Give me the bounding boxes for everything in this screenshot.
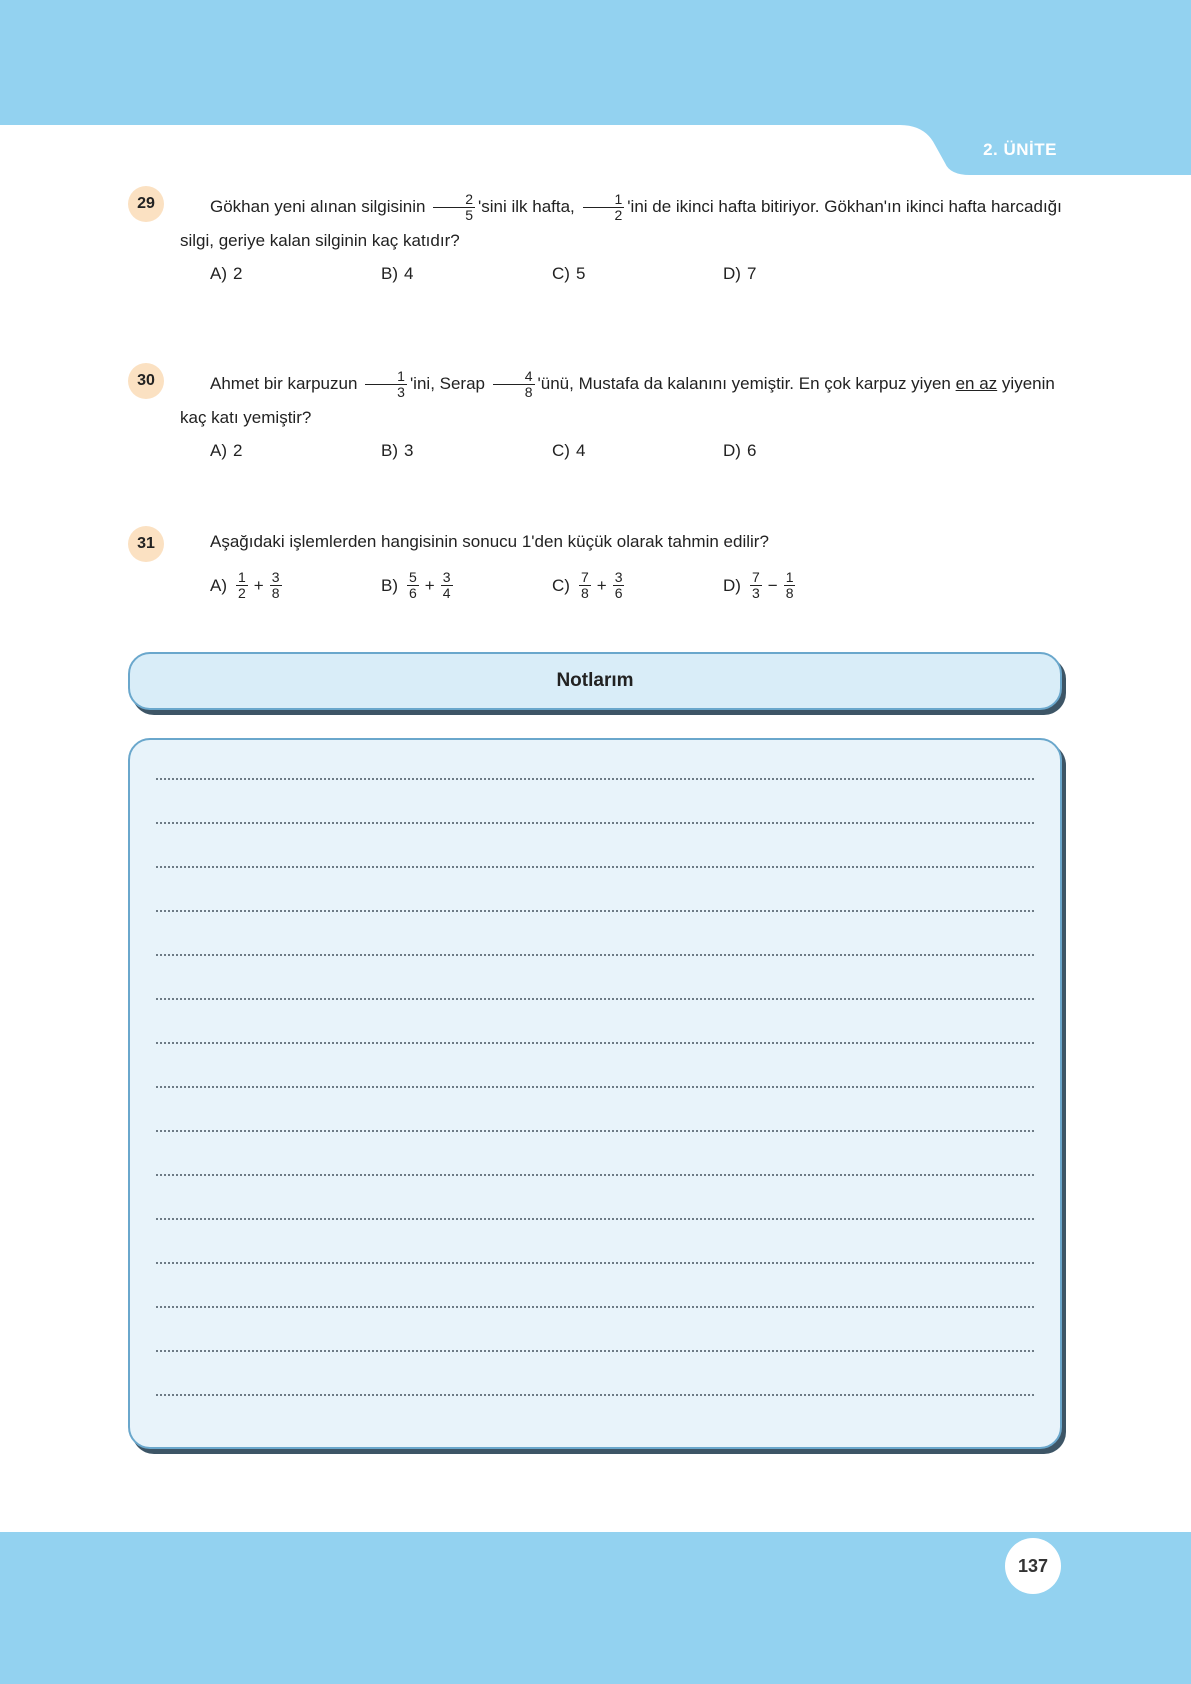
note-line <box>156 910 1034 912</box>
option-a[interactable]: A) $\frac{1}{2}$ + $\frac{3}{8}$ <box>210 569 280 601</box>
notes-writing-area[interactable] <box>128 738 1062 1449</box>
notes-title: Notlarım <box>128 652 1062 710</box>
option-d[interactable]: D) 6 <box>723 441 757 460</box>
note-line <box>156 1394 1034 1396</box>
note-line <box>156 1306 1034 1308</box>
question-29 <box>128 186 1068 296</box>
fraction: $\frac{2}{5}$ <box>433 192 475 223</box>
option-c[interactable]: C) 4 <box>552 441 586 460</box>
option-b[interactable]: B) $\frac{5}{6}$ + $\frac{3}{4}$ <box>381 569 451 601</box>
fraction: $\frac{3}{6}$ <box>614 569 623 601</box>
page-number: 137 <box>1005 1538 1061 1594</box>
option-a[interactable]: A) 2 <box>210 441 243 460</box>
unit-label: 2. ÜNİTE <box>983 140 1057 159</box>
option-c[interactable]: C) 5 <box>552 264 586 283</box>
fraction: $\frac{4}{8}$ <box>493 369 535 400</box>
question-number-badge: 29 <box>128 186 164 222</box>
fraction: $\frac{3}{4}$ <box>442 569 451 601</box>
fraction: $\frac{1}{2}$ <box>238 569 246 601</box>
answer-options <box>210 570 894 601</box>
underlined-emphasis: en az <box>955 374 998 393</box>
fraction: $\frac{7}{3}$ <box>751 569 760 601</box>
question-30 <box>128 363 1068 473</box>
option-c[interactable]: C) $\frac{7}{8}$ + $\frac{3}{6}$ <box>552 569 623 601</box>
note-line <box>156 1218 1034 1220</box>
option-b[interactable]: B) 4 <box>381 264 414 283</box>
option-b[interactable]: B) 3 <box>381 441 414 460</box>
note-line <box>156 1262 1034 1264</box>
note-line <box>156 998 1034 1000</box>
note-line <box>156 1086 1034 1088</box>
option-d[interactable]: D) $\frac{7}{3}$ − $\frac{1}{8}$ <box>723 569 794 601</box>
note-line <box>156 1042 1034 1044</box>
answer-options <box>210 441 894 461</box>
note-line <box>156 778 1034 780</box>
fraction: $\frac{1}{2}$ <box>583 192 625 223</box>
fraction: $\frac{7}{8}$ <box>580 569 589 601</box>
answer-options <box>210 264 894 284</box>
fraction: $\frac{1}{3}$ <box>365 369 407 400</box>
note-line <box>156 1350 1034 1352</box>
question-number-badge: 31 <box>128 526 164 562</box>
question-number-badge: 30 <box>128 363 164 399</box>
note-line <box>156 1174 1034 1176</box>
fraction: $\frac{3}{8}$ <box>271 569 280 601</box>
note-line <box>156 954 1034 956</box>
fraction: $\frac{5}{6}$ <box>409 569 417 601</box>
question-text: Aşağıdaki işlemlerden hangisinin sonucu 1'den küçük olarak tahmin edilir? <box>210 532 769 551</box>
fraction: $\frac{1}{8}$ <box>785 569 794 601</box>
question-text: Ahmet bir karpuzun $\frac{1}{3}$ 'ini, Serap $\frac{4}{8}$ 'ünü, Mustafa da kalanını yemiştir. En çok karpuz yiyen en az yiyenin kaç katı yemiştir? <box>180 368 1055 427</box>
note-line <box>156 822 1034 824</box>
top-color-band <box>0 0 1191 125</box>
option-d[interactable]: D) 7 <box>723 264 757 283</box>
note-line <box>156 866 1034 868</box>
note-line <box>156 1130 1034 1132</box>
option-a[interactable]: A) 2 <box>210 264 243 283</box>
question-text: Gökhan yeni alınan silgisinin $\frac{2}{5}$ 'sini ilk hafta, $\frac{1}{2}$ 'ini de ikinci hafta bitiriyor. Gökhan'ın ikinci hafta harcadığı silgi, geriye kalan silginin kaç katıdır? <box>180 191 1062 250</box>
question-31 <box>128 526 1068 616</box>
